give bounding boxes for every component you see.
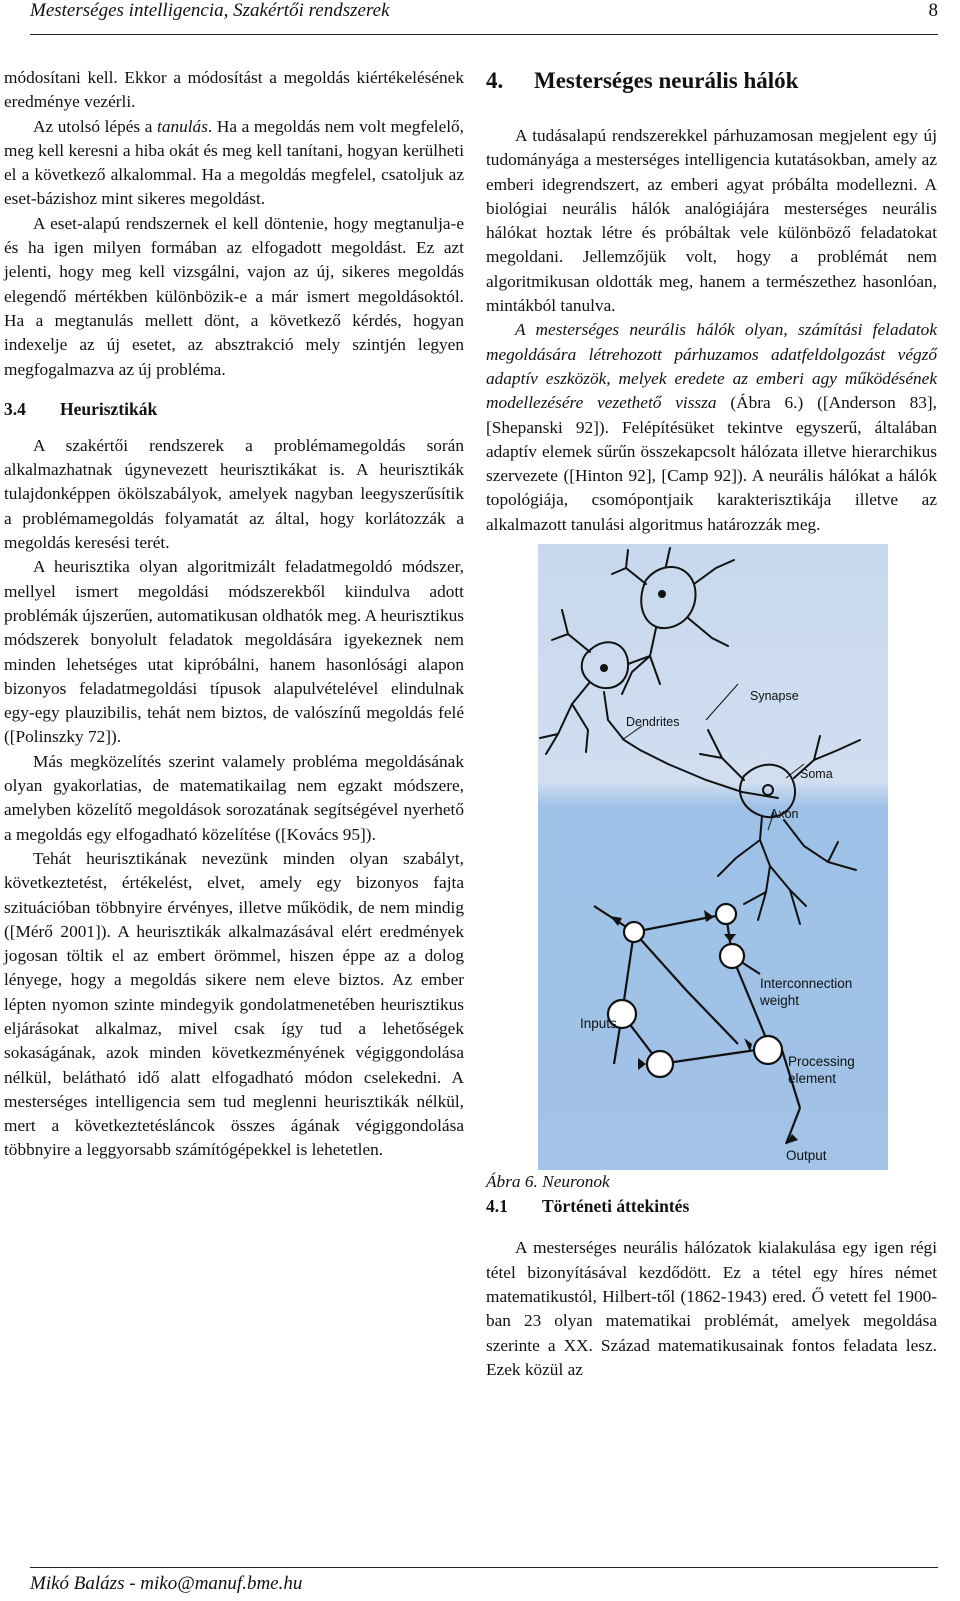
emphasis: tanulás (157, 116, 208, 136)
label-output: Output (786, 1148, 827, 1164)
arrowhead (638, 1058, 646, 1070)
nucleus (600, 664, 608, 672)
paragraph: A tudásalapú rendszerekkel párhuzamosan megjelent egy új tudományága a mesterséges intelligencia kutatásokban, amely az emberi idegrendszert, az emberi agyat próbálta modellezni. A biológiai neurális hálók analógiájára mesterséges neurális hálókat hoztak létre és próbáltak vele különböző feladatokat megoldani. Jellemzőjük volt, hogy a problémát nem algoritmikusan oldották meg, hanem a természethez hasonlóan, mintákból tanulva. (486, 126, 937, 316)
section-heading (486, 1194, 937, 1218)
text-run: . Ha a megoldás nem volt megfelelő, meg kell keresni a hiba okát és meg kell tanítani, hogyan kerülheti el a következő alkalommal. Ha a megoldás megfelel, csatoljuk az eset-bázishoz mint sikeres megoldást. (4, 116, 465, 209)
neuron-illustration (538, 544, 888, 1170)
page-header (30, 0, 938, 35)
label-weight: weight (760, 993, 800, 1009)
dendrite-branch (612, 548, 734, 694)
neuron-figure (538, 544, 888, 1170)
arrowhead (724, 934, 736, 942)
processing-node (720, 944, 744, 968)
label-dendrites: Dendrites (626, 715, 680, 730)
left-column (4, 66, 464, 1163)
chapter-number: 4. (486, 68, 504, 93)
label-soma: Soma (800, 767, 833, 782)
author-contact: Mikó Balázs - miko@manuf.bme.hu (30, 1573, 303, 1594)
paragraph: módosítani kell. Ekkor a módosítást a megoldás kiértékelésének eredménye vezérli. (4, 68, 464, 112)
axon-branch (540, 610, 778, 798)
nucleus (658, 590, 666, 598)
paragraph (4, 115, 464, 212)
section-number: 4.1 (486, 1196, 508, 1217)
paragraph: A eset-alapú rendszernek el kell döntenie, hogy megtanulja-e és ha igen milyen formában az elfogadott megoldást. Ez azt jelenti, hogy meg kell vizsgálni, vajon az új, sikeres megoldás elegendő mértékben különbözik-e a már ismert megoldásoktól. Ha a megtanulás mellett dönt, a következő kérdés, hogyan indexelje az új esetet, az absztrakció mely szintjén legyen megfogalmazva az új probléma. (4, 213, 464, 379)
arrowheads (610, 910, 798, 1144)
label-processing: Processing (788, 1054, 855, 1070)
figure-caption: Ábra 6. Neuronok (486, 1172, 610, 1192)
section-heading (4, 397, 464, 421)
paragraph: Tehát heurisztikának nevezünk minden olyan szabályt, következtetést, értékelést, elvet, amely egy bizonyos fajta szituációban többnyire érvényes, illetve működik, de nem mindig ([Mérő 2001]). A heurisztikák alkalmazásával elért eredmények jogosan töltik el az embert örömmel, hiszen éppe az a dolog lényege, hogy a megoldás sikere nem eleve biztos. Az ember lépten nyomon szinte mindegyik gondolatmenetében heurisztikus eljárásokat alkalmaz, mivel csak így tud a lehetőségek sokaságának, azok minden következményének végiggondolása nélkül, belátható idő alatt elfogadható módon cselekedni. A mesterséges intelligencia sem tud meglenni heurisztikák nélkül, mert a következtetésláncok összes ágának végiggondolása többnyire a leggyorsabb számítógépekkel is lehetetlen. (4, 848, 464, 1160)
arrowhead (704, 910, 714, 922)
text-run: Az utolsó lépés a (33, 116, 158, 136)
processing-node (754, 1036, 782, 1064)
label-interconnection: Interconnection (760, 976, 853, 992)
label-synapse: Synapse (750, 689, 799, 704)
paragraph: Más megközelítés szerint valamely probléma megoldásának olyan gyakorlatias, de matematikailag nem egzakt módszere, amelyben közelítő megoldások sorozatának segítségével nyerhető a megoldás egy elfogadható közelítése ([Kovács 95]). (4, 751, 464, 844)
chapter-title: Mesterséges neurális hálók (534, 68, 799, 93)
right-column (486, 66, 937, 1382)
cell-body (641, 567, 695, 628)
section-title: Történeti áttekintés (542, 1196, 690, 1217)
nucleus (763, 785, 773, 795)
dendrite-branch (700, 730, 860, 924)
artificial-network (594, 904, 800, 1144)
label-inputs: Inputs (580, 1016, 617, 1032)
section-title: Heurisztikák (60, 398, 158, 419)
processing-node (716, 904, 736, 924)
biological-neurons (540, 548, 860, 924)
chapter-heading (486, 66, 937, 96)
label-element: element (788, 1071, 837, 1087)
page-number: 8 (928, 0, 938, 21)
paragraph: A mesterséges neurális hálózatok kialakulása egy igen régi tétel bizonyításával kezdődött. Ez a tétel egy híres német matematikustól, Hilbert-től (1862-1943) ered. Ő vetett fel 1900-ban 23 olyan matematikai problémát, amelyek megoldása szerinte a XX. Század matematikusainak fontos feladata lesz. Ezek közül az (486, 1238, 937, 1379)
processing-node (647, 1051, 673, 1077)
running-title: Mesterséges intelligencia, Szakértői rendszerek (30, 0, 390, 21)
section-number: 3.4 (4, 398, 26, 419)
paragraph: A heurisztika olyan algoritmizált feladatmegoldó módszer, mellyel ismert megoldási módszerekből kiindulva adott problémák újszerűen, automatikusan oldhatók meg. A heurisztikus módszerek bonyolult feladatok megoldására igyekeznek nem minden lehetséges utat kipróbálni, hanem hasonlósági alapon bizonyos feladatmegoldási típusok alapulvételével elindulnak egy-egy plauzibilis, tehát nem biztos, de valószínű megoldás felé ([Polinszky 72]). (4, 557, 464, 747)
emphasis: A mesterséges neurális hálók olyan, számítási feladatok megoldására létrehozott párhuzamos adatfeldolgozást végző adaptív eszközök, melyek eredete az emberi agy működésének modellezésére vezethető vissza (486, 320, 937, 413)
page-footer (30, 1567, 938, 1594)
label-axon: Axon (770, 807, 799, 822)
arrowhead (610, 916, 622, 926)
processing-node (624, 922, 644, 942)
paragraph (486, 318, 937, 537)
text-run: (Ábra 6.) ([Anderson 83], [Shepanski 92]). Felépítésüket tekintve egyszerű, általában adaptív elemek sűrűn összekapcsolt hálózata illetve hierarchikus szervezete ([Hinton 92], [Camp 92]). A neurális hálókat a hálók topológiája, csomópontjaik karakterisztikája illetve az alkalmazott tanulási algoritmus határozzák meg. (486, 393, 938, 534)
paragraph: A szakértői rendszerek a problémamegoldás során alkalmazhatnak úgynevezett heurisztikákat is. A heurisztikák tulajdonképpen ökölszabályok, amelyek nagyban leegyszerűsítik a problémamegoldás folyamatát az által, hogy korlátozzák a megoldás keresési terét. (4, 435, 464, 553)
